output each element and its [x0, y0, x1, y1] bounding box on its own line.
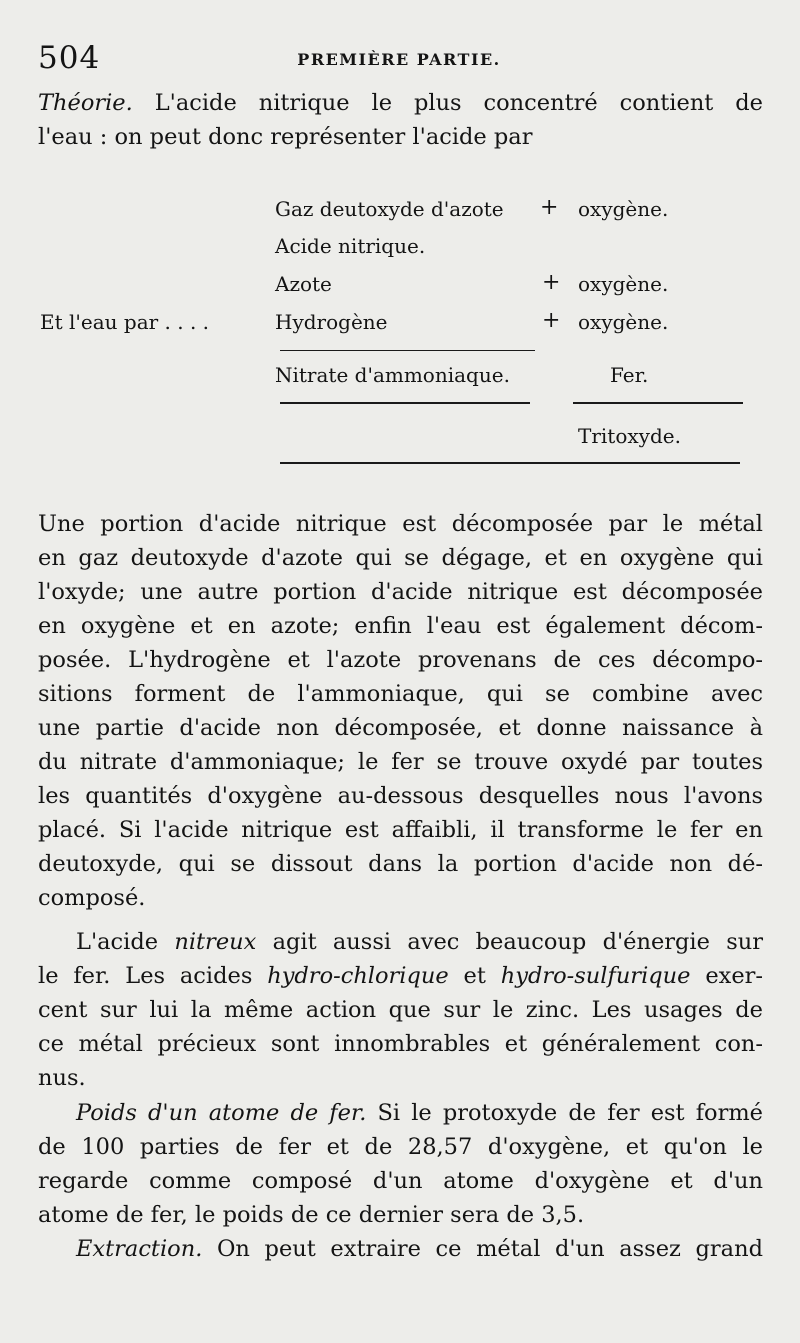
scheme-label: Et l'eau par . . . .	[40, 310, 210, 334]
scheme-term: oxygène.	[578, 197, 669, 221]
text-line: en gaz deutoxyde d'azote qui se dégage, et en oxygène qui	[38, 545, 763, 571]
text-line: Poids d'un atome de fer. Si le protoxyde de fer est formé	[76, 1100, 763, 1126]
text-line: les quantités d'oxygène au-dessous desquelles nous l'avons	[38, 783, 763, 809]
scheme-term: Azote	[275, 272, 332, 296]
plus-sign: +	[542, 270, 561, 295]
scheme-term: Tritoxyde.	[578, 424, 681, 448]
running-head: PREMIÈRE PARTIE.	[297, 50, 501, 69]
text-line: Extraction. On peut extraire ce métal d'un assez grand	[76, 1236, 763, 1262]
text-line: ce métal précieux sont innombrables et généralement con-	[38, 1031, 763, 1057]
scheme-rule	[280, 402, 530, 404]
scheme-rule	[280, 350, 535, 351]
section-lead-theorie: Théorie.	[38, 90, 133, 116]
text-line: l'oxyde; une autre portion d'acide nitrique est décomposée	[38, 579, 763, 605]
text-line: de 100 parties de fer et de 28,57 d'oxygène, et qu'on le	[38, 1134, 763, 1160]
scheme-term: oxygène.	[578, 310, 669, 334]
text-line: cent sur lui la même action que sur le zinc. Les usages de	[38, 997, 763, 1023]
text-line: sitions forment de l'ammoniaque, qui se combine avec	[38, 681, 763, 707]
text-line: composé.	[38, 885, 146, 911]
page-number: 504	[38, 40, 101, 76]
scheme-term: Fer.	[610, 363, 649, 387]
text-line: une partie d'acide non décomposée, et donne naissance à	[38, 715, 763, 741]
text-line: le fer. Les acides hydro-chlorique et hydro-sulfurique exer-	[38, 963, 763, 989]
paragraph-atomic-weight	[38, 1096, 763, 1232]
text-line: deutoxyde, qui se dissout dans la portion d'acide non dé-	[38, 851, 763, 877]
paragraph-other-acids	[38, 925, 763, 1095]
section-lead-poids: Poids d'un atome de fer.	[76, 1100, 367, 1126]
intro-line: l'eau : on peut donc représenter l'acide par	[38, 124, 533, 150]
plus-sign: +	[540, 195, 559, 220]
scheme-rule	[280, 462, 740, 464]
text-line: Une portion d'acide nitrique est décomposée par le métal	[38, 511, 763, 537]
scheme-term: Acide nitrique.	[275, 234, 426, 258]
scheme-term: Gaz deutoxyde d'azote	[275, 197, 504, 221]
text-line: en oxygène et en azote; enfin l'eau est également décom-	[38, 613, 763, 639]
text-line: posée. L'hydrogène et l'azote provenans de ces décompo-	[38, 647, 763, 673]
text-line: L'acide nitreux agit aussi avec beaucoup d'énergie sur	[76, 929, 763, 955]
text-line: du nitrate d'ammoniaque; le fer se trouve oxydé par toutes	[38, 749, 763, 775]
text-line: placé. Si l'acide nitrique est affaibli, il transforme le fer en	[38, 817, 763, 843]
plus-sign: +	[542, 308, 561, 333]
scheme-term: Nitrate d'ammoniaque.	[275, 363, 510, 387]
text-line: regarde comme composé d'un atome d'oxygène et d'un	[38, 1168, 763, 1194]
scheme-rule	[573, 402, 743, 404]
scheme-term: Hydrogène	[275, 310, 388, 334]
page-header	[38, 40, 760, 80]
paragraph-extraction	[38, 1232, 763, 1266]
paragraph-reaction-explanation	[38, 507, 763, 915]
text-line: atome de fer, le poids de ce dernier sera de 3,5.	[38, 1202, 585, 1228]
section-lead-extraction: Extraction.	[76, 1236, 203, 1262]
scheme-term: oxygène.	[578, 272, 669, 296]
intro-line: Théorie. L'acide nitrique le plus concentré contient de	[38, 90, 763, 116]
intro-paragraph	[38, 86, 763, 154]
text-line: nus.	[38, 1065, 86, 1091]
